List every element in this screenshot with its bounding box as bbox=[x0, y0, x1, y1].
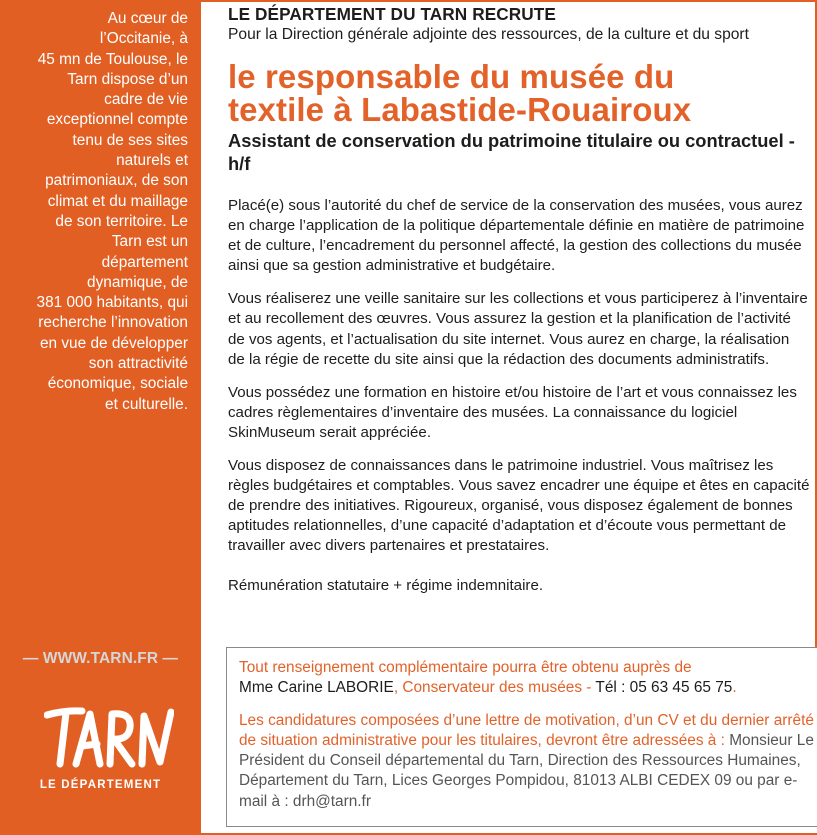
period: . bbox=[732, 679, 737, 697]
description-paragraph: Vous disposez de connaissances dans le patrimoine industriel. Vous maîtrisez les règles budgétaires et comptables. Vous savez encadrer une équipe et êtes en capacité de prendre des initiatives. Rigoureux, organisé, vous disposez également de bonnes aptitudes relationnelles, d’une capacité d’adaptation et d’écoute vous permettant de travailler avec divers partenaires et prestataires. bbox=[228, 457, 810, 555]
contact-content bbox=[239, 658, 814, 812]
intro-line: Au cœur de bbox=[107, 10, 188, 27]
job-title-line: textile à Labastide-Rouairoux bbox=[228, 91, 692, 128]
email-link[interactable]: drh@tarn.fr bbox=[292, 792, 371, 810]
intro-line: naturels et bbox=[116, 152, 188, 170]
intro-line: patrimoniaux, de son bbox=[45, 172, 188, 190]
job-grade: Assistant de conservation du patrimoine titulaire ou contractuel - h/f bbox=[228, 130, 795, 174]
intro-line: exceptionnel compte bbox=[46, 111, 188, 129]
sidebar bbox=[0, 0, 201, 835]
website-link[interactable]: — WWW.TARN.FR — bbox=[22, 650, 179, 667]
job-posting bbox=[228, 4, 816, 609]
description-paragraph: Vous possédez une formation en histoire et/ou histoire de l’art et vous connaissez les cadres règlementaires d’inventaire des musées. La connaissance du logiciel SkinMuseum serait appréciée. bbox=[228, 383, 797, 441]
logo-subtitle: LE DÉPARTEMENT bbox=[39, 779, 162, 791]
description-paragraph: Vous réaliserez une veille sanitaire sur les collections et vous participerez à l’inventaire et au recollement des œuvres. Vous assurez la gestion et la planification de l’activité de vos agents, et l’actualisation du site internet. Vous aurez en charge, la réalisation de la régie de recette du site ainsi que la rédaction des documents administratifs. bbox=[228, 290, 808, 368]
contact-phone[interactable]: Tél : 05 63 45 65 75 bbox=[595, 679, 733, 697]
contact-role: , Conservateur des musées - bbox=[393, 679, 596, 697]
job-title-line: le responsable du musée du bbox=[228, 58, 675, 95]
intro-line: et culturelle. bbox=[105, 395, 188, 413]
remuneration: Rémunération statutaire + régime indemnitaire. bbox=[228, 576, 544, 594]
sidebar-intro bbox=[8, 9, 188, 415]
intro-line: en vue de développer bbox=[39, 334, 188, 352]
intro-line: 381 000 habitants, qui bbox=[36, 294, 188, 312]
intro-line: l’Occitanie, à bbox=[99, 30, 188, 48]
contact-name: Mme Carine LABORIE bbox=[239, 679, 394, 697]
intro-line: dynamique, de bbox=[87, 273, 188, 291]
tarn-logo-icon bbox=[44, 706, 174, 768]
job-description bbox=[228, 196, 810, 596]
application-intro: Les candidatures composées d’une lettre de motivation, d’un CV et du dernier arrêté de situation administrative pour les titulaires, devront être adressées à : bbox=[239, 711, 814, 749]
description-paragraph: Placé(e) sous l’autorité du chef de service de la conservation des musées, vous aurez en charge l’application de la politique départementale définie en matière de patrimoine et de culture, l’encadrement du personnel affecté, la gestion des collections du musée ainsi que sa gestion administrative et budgétaire. bbox=[228, 197, 805, 275]
recruiter-heading: LE DÉPARTEMENT DU TARN RECRUTE bbox=[228, 4, 556, 24]
intro-line: Tarn est un bbox=[111, 233, 188, 251]
intro-line: son attractivité bbox=[88, 355, 188, 373]
intro-line: 45 mn de Toulouse, le bbox=[37, 50, 188, 68]
info-intro: Tout renseignement complémentaire pourra être obtenu auprès de bbox=[239, 659, 692, 676]
intro-line: économique, sociale bbox=[47, 375, 188, 393]
intro-line: tenu de ses sites bbox=[72, 131, 188, 149]
direction-subheading: Pour la Direction générale adjointe des ressources, de la culture et du sport bbox=[228, 26, 749, 43]
contact-info bbox=[239, 658, 814, 699]
intro-line: Tarn dispose d’un bbox=[67, 70, 188, 88]
frame-border-top bbox=[201, 0, 817, 2]
job-title bbox=[228, 60, 816, 126]
application-info bbox=[239, 711, 814, 812]
intro-line: département bbox=[101, 253, 188, 271]
contact-box bbox=[226, 647, 817, 827]
intro-line: recherche l’innovation bbox=[38, 314, 188, 332]
intro-line: cadre de vie bbox=[104, 91, 188, 109]
intro-line: de son territoire. Le bbox=[55, 212, 188, 230]
intro-line: climat et du maillage bbox=[47, 192, 188, 210]
postal-address: Monsieur Le Président du Conseil départemental du Tarn, Direction des Ressources Humaines, Département du Tarn, Lices Georges Pompidou, 81013 ALBI CEDEX 09 ou par e-mail à : bbox=[239, 731, 814, 810]
